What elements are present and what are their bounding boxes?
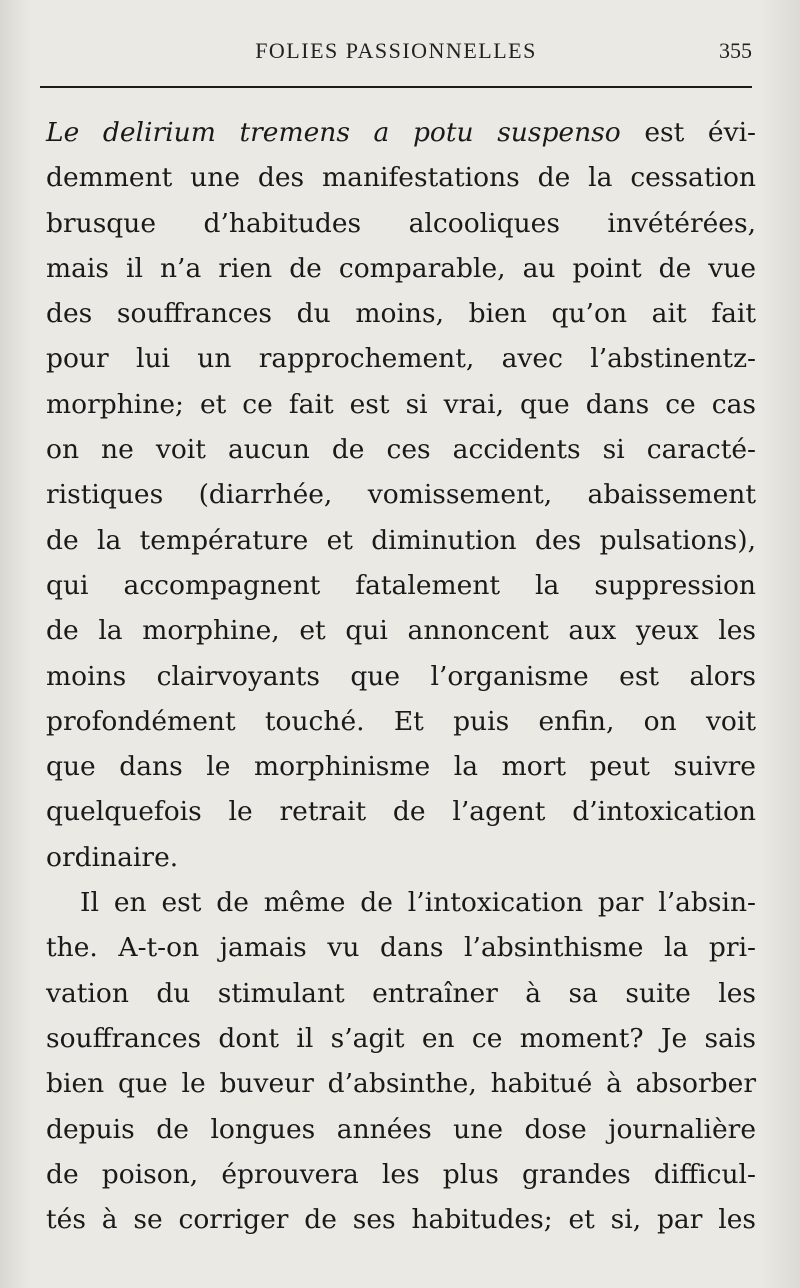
text-line: moins clairvoyants que l’organisme est alors [46, 660, 756, 692]
running-head [40, 38, 752, 74]
text-line: morphine; et ce fait est si vrai, que dans ce cas [46, 388, 756, 420]
page-number: 355 [719, 38, 752, 63]
text-line: vation du stimulant entraîner à sa suite les [46, 977, 756, 1009]
text-line: bien que le buveur d’absinthe, habitué à absorber [46, 1068, 756, 1100]
text-line [46, 1242, 756, 1287]
text-line: tés à se corriger de ses habitudes; et si, par les [46, 1204, 756, 1236]
text-line: on ne voit aucun de ces accidents si caracté- [46, 434, 756, 466]
text-line: the. A-t-on jamais vu dans l’absinthisme la pri- [46, 932, 756, 964]
line-text: est évi- [620, 117, 756, 148]
text-line: ordinaire. [46, 841, 179, 873]
text-line: demment une des manifestations de la cessation [46, 162, 756, 194]
paragraph-1 [46, 110, 756, 880]
header-rule [40, 86, 752, 88]
paragraph-2 [46, 880, 756, 1288]
text-line: de poison, éprouvera les plus grandes difficul- [46, 1158, 756, 1190]
text-line: que dans le morphinisme la mort peut suivre [46, 751, 756, 783]
italic-phrase: Le delirium tremens a potu suspenso [46, 117, 621, 148]
text-line: mais il n’a rien de comparable, au point de vue [46, 252, 756, 284]
text-line: souffrances dont il s’agit en ce moment? Je sais [46, 1022, 756, 1054]
text-line: depuis de longues années une dose journalière [46, 1113, 756, 1145]
text-line: ristiques (diarrhée, vomissement, abaissement [46, 479, 756, 511]
text-line [46, 110, 756, 155]
text-line: pour lui un rapprochement, avec l’abstinentz- [46, 343, 756, 375]
text-line: quelquefois le retrait de l’agent d’intoxication [46, 796, 756, 828]
text-line: qui accompagnent fatalement la suppression [46, 569, 756, 601]
body-text [46, 110, 756, 1288]
text-line: Il en est de même de l’intoxication par l’absin- [80, 887, 756, 919]
text-line: brusque d’habitudes alcooliques invétérées, [46, 207, 756, 239]
text-line: de la morphine, et qui annoncent aux yeux les [46, 615, 756, 647]
running-title: FOLIES PASSIONNELLES [255, 38, 537, 63]
text-line: de la température et diminution des pulsations), [46, 524, 756, 556]
text-line: profondément touché. Et puis enfin, on voit [46, 705, 756, 737]
text-line: des souffrances du moins, bien qu’on ait fait [46, 298, 756, 330]
